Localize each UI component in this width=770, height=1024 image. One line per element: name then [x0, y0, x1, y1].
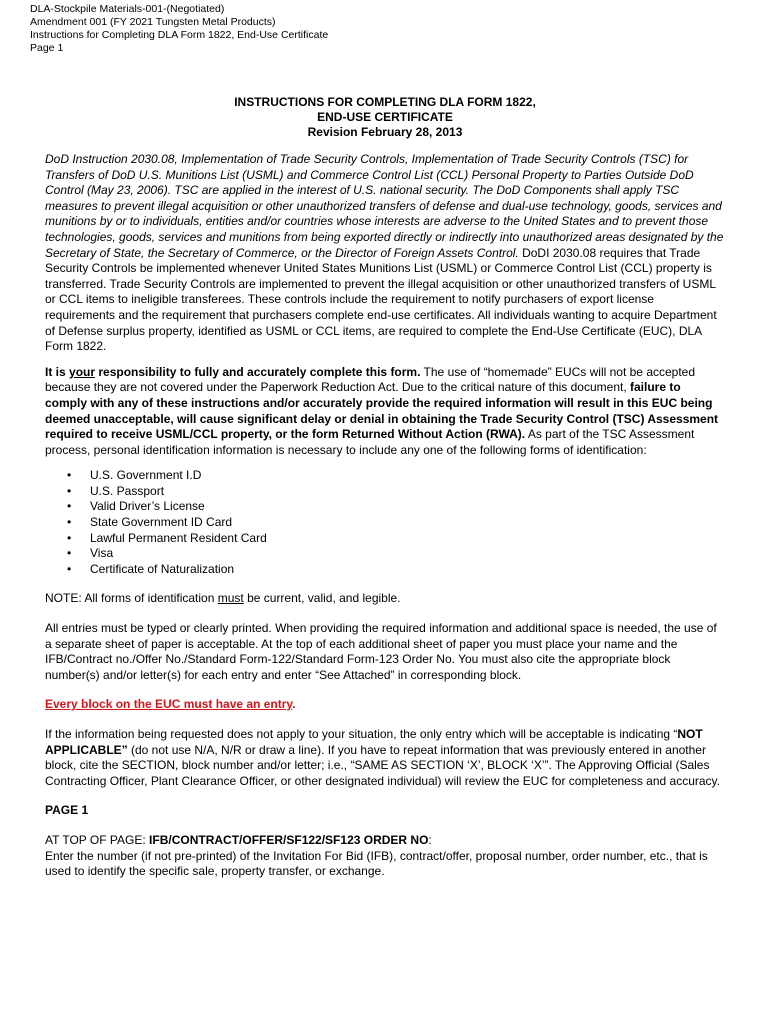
list-item-label: State Government ID Card — [90, 515, 233, 530]
identification-list — [45, 468, 725, 577]
page1-instruction: Enter the number (if not pre-printed) of the Invitation For Bid (IFB), contract/offer, proposal number, order number, etc., that is used to identify the specific sale, property transfer, or exchange. — [45, 848, 708, 879]
bullet-icon: • — [67, 468, 72, 483]
bullet-icon: • — [67, 483, 72, 498]
list-item-label: Lawful Permanent Resident Card — [90, 530, 267, 545]
intro-italic-text: DoD Instruction 2030.08, Implementation of Trade Security Controls, Implementation of Trade Security Controls (TSC) for Transfers of DoD U.S. Munitions List (USML) and Commerce Control List (CCL) Personal Property to Parties Outside DoD Control (May 23, 2006). TSC are applied in the interest of U.S. national security. The DoD Components shall apply TSC measures to prevent illegal acquisition or other unauthorized transfers of defense and dual-use technology, goods, services and munitions by or to individuals, entities and/or countries whose interests are adverse to the United States and to prevent those technologies, goods, services and munitions from being exported directly or indirectly into unauthorized areas designated by the Secretary of State, the Secretary of Commerce, or the Director of Foreign Assets Control. — [45, 152, 724, 260]
responsibility-paragraph — [45, 365, 725, 459]
title-line-1: INSTRUCTIONS FOR COMPLETING DLA FORM 1822, — [234, 95, 536, 109]
list-item — [45, 531, 725, 547]
not-applicable-bold: NOT APPLICABLE” — [45, 727, 703, 757]
list-item-label: Valid Driver’s License — [90, 499, 205, 514]
bullet-icon: • — [67, 561, 72, 576]
every-block-period: . — [292, 697, 296, 712]
note-after: be current, valid, and legible. — [243, 591, 401, 606]
bullet-icon: • — [67, 499, 72, 514]
list-item — [45, 468, 725, 484]
entries-paragraph: All entries must be typed or clearly printed. When providing the required information and additional space is needed, the use of a separate sheet of paper is acceptable. At the top of each additional sheet of paper you must place your name and the IFB/Contract no./Offer No./Standard Form-122/Standard Form-123 Order No. You must also cite the appropriate block number(s) and/or letter(s) for each entry and enter “See Attached” in corresponding block. — [45, 621, 717, 682]
note-paragraph — [45, 591, 725, 607]
bullet-icon: • — [67, 515, 72, 530]
bullet-icon: • — [67, 530, 72, 545]
not-applicable-paragraph — [45, 727, 725, 789]
header-amendment: Amendment 001 (FY 2021 Tungsten Metal Products) — [30, 16, 276, 28]
responsibility-warning: failure to comply with any of these instructions and/or accurately provide the required information will result in this EUC being deemed unacceptable, will cause significant delay or denial in obtaining the Trade Security Control (TSC) Assessment required to receive USML/CCL property, or the form Returned Without Action (RWA). — [45, 380, 719, 442]
header-solicitation: DLA-Stockpile Materials-001-(Negotiated) — [30, 3, 225, 15]
responsibility-normal-2: As part of the TSC Assessment process, personal identification information is necessary to include any one of the following forms of identification: — [45, 427, 695, 457]
responsibility-bold-1: It is — [45, 364, 70, 379]
list-item — [45, 562, 725, 578]
intro-normal-text: DoDI 2030.08 requires that Trade Security Controls be implemented whenever United States Munitions List (USML) or Commerce Control List (CCL) property is transferred. Trade Security Controls are implemented to prevent the illegal acquisition or other unauthorized transfers of USML or CCL items to ineligible transferees. These controls include the requirement to notify purchasers of export license requirements and the requirement that purchasers complete end-use certificates. All individuals wanting to acquire Department of Defense surplus property, identified as USML or CCL items, are required to complete the End-Use Certificate (EUC), DLA Form 1822. — [45, 245, 717, 354]
every-block-notice — [45, 697, 725, 713]
page1-heading: PAGE 1 — [45, 803, 89, 818]
document-header — [30, 3, 328, 55]
list-item — [45, 546, 725, 562]
list-item — [45, 515, 725, 531]
list-item — [45, 499, 725, 515]
page1-top-bold: IFB/CONTRACT/OFFER/SF122/SF123 ORDER NO — [149, 832, 429, 847]
list-item-label: U.S. Passport — [90, 483, 165, 498]
not-applicable-before: If the information being requested does not apply to your situation, the only entry which will be acceptable is indicating “ — [45, 727, 678, 741]
title-line-2: END-USE CERTIFICATE — [317, 110, 453, 124]
list-item-label: Certificate of Naturalization — [90, 561, 235, 576]
not-applicable-after: (do not use N/A, N/R or draw a line). If you have to repeat information that was previously entered in another block, cite the SECTION, block number and/or letter; i.e., “SAME AS SECTION ‘X’, BLOCK ‘X’”. The Approving Official (Sales Contracting Officer, Plant Clearance Officer, or other designated individual) will review the EUC for completeness and accuracy. — [45, 742, 720, 788]
page1-top-line — [45, 833, 725, 849]
title-revision: Revision February 28, 2013 — [307, 125, 463, 139]
list-item — [45, 484, 725, 500]
intro-paragraph — [45, 152, 725, 355]
list-item-label: U.S. Government I.D — [90, 468, 202, 483]
document-body — [45, 152, 725, 880]
header-document-title: Instructions for Completing DLA Form 1822, End-Use Certificate — [30, 29, 329, 41]
note-before: NOTE: All forms of identification — [45, 591, 218, 606]
list-item-label: Visa — [90, 546, 114, 561]
page1-top-label: AT TOP OF PAGE: — [45, 832, 150, 847]
responsibility-your: your — [69, 364, 96, 379]
responsibility-normal-1: The use of “homemade” EUCs will not be accepted because they are not covered under the Paperwork Reduction Act. Due to the critical nature of this document, — [45, 364, 696, 395]
responsibility-bold-2: responsibility to fully and accurately complete this form. — [95, 364, 421, 379]
document-title — [0, 95, 770, 140]
every-block-text: Every block on the EUC must have an entry — [45, 697, 293, 712]
header-page-number: Page 1 — [30, 42, 64, 54]
page1-top-colon: : — [428, 832, 432, 847]
note-must: must — [217, 591, 244, 606]
bullet-icon: • — [67, 546, 72, 561]
